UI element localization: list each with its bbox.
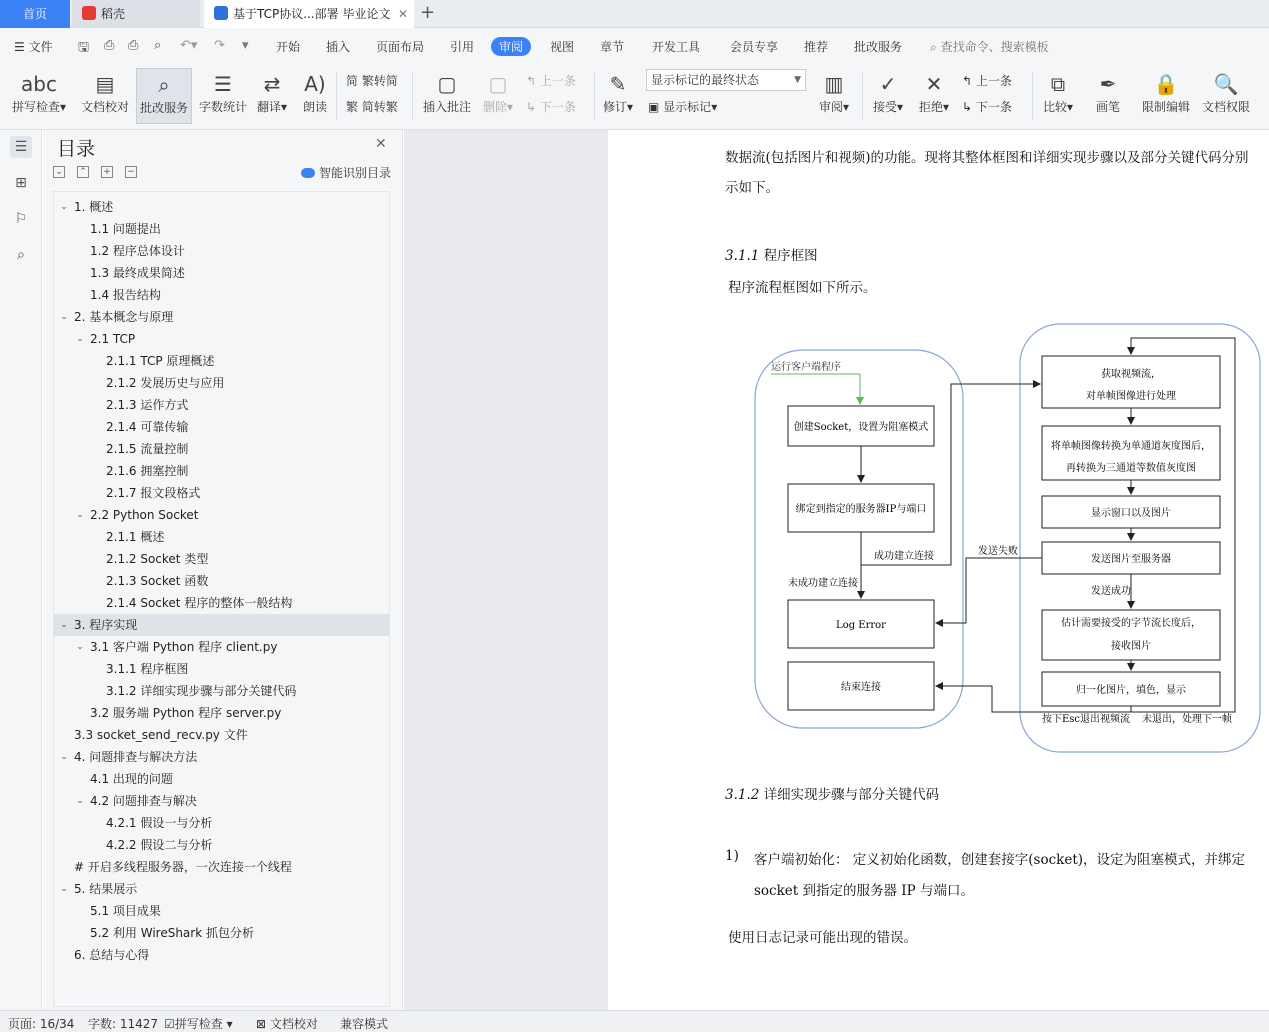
next-comment-icon: ↳ <box>526 100 537 114</box>
word-count-label: 字数统计 <box>198 100 247 114</box>
menu-bar <box>0 28 1269 64</box>
status-spell-check[interactable]: ☑拼写检查 ▾ <box>164 1017 233 1031</box>
heading-number: 3.1.2 <box>725 787 760 803</box>
fc-next-frame-label: 未退出，处理下一帧 <box>1142 714 1232 725</box>
toc-item-label: 2.1.1 TCP 原理概述 <box>106 354 215 368</box>
toc-item[interactable] <box>54 636 389 658</box>
fc-gray-label1: 将单帧图像转换为单通道灰度图后， <box>1051 441 1211 452</box>
toc-item-label: 1.3 最终成果简述 <box>90 266 185 280</box>
proofread-button[interactable] <box>78 68 132 124</box>
fc-success-label: 成功建立连接 <box>874 551 934 562</box>
toc-item[interactable] <box>54 372 389 394</box>
document-canvas <box>404 130 608 1010</box>
chevron-down-icon[interactable]: ⌄ <box>60 884 68 894</box>
list-item-number: 1) <box>725 848 739 864</box>
toc-item-label: 4.2.2 假设二与分析 <box>106 838 213 852</box>
prev-comment-button[interactable] <box>526 72 576 89</box>
toc-item-label: 1.1 问题提出 <box>90 222 161 236</box>
chevron-down-icon[interactable]: ⌄ <box>76 642 84 652</box>
document-permission-label: 文档权限 <box>1201 100 1250 114</box>
toc-item[interactable] <box>54 394 389 416</box>
expand-all-icon[interactable]: ⌄ <box>53 166 65 178</box>
chevron-down-icon[interactable]: ⌄ <box>60 620 68 630</box>
toc-item-label: 5.2 利用 WireShark 抓包分析 <box>90 926 254 940</box>
toc-item[interactable] <box>54 328 389 350</box>
redo-icon[interactable]: ↷ <box>214 38 225 53</box>
trad-to-simp-button[interactable] <box>346 72 398 89</box>
chevron-down-icon: ▼ <box>794 75 801 85</box>
toc-item[interactable] <box>54 504 389 526</box>
toc-item-label: 3.1.1 程序框图 <box>106 662 189 676</box>
toc-item-label: 4. 问题排查与解决方法 <box>74 750 198 764</box>
translate-button[interactable]: ⇄ 翻译▾ <box>254 68 290 124</box>
spell-check-label: 拼写检查 <box>11 100 60 114</box>
fc-get-stream-label2: 对单帧图像进行处理 <box>1086 391 1176 402</box>
save-icon[interactable]: 🖫 <box>78 40 90 55</box>
toc-item[interactable] <box>54 790 389 812</box>
remove-heading-icon[interactable]: − <box>125 166 137 178</box>
spell-check-icon: abc <box>21 72 57 96</box>
proofread-icon: ▤ <box>95 72 115 96</box>
toc-item[interactable] <box>54 834 389 856</box>
toc-item[interactable] <box>54 680 389 702</box>
heading-text: 程序框图 <box>763 248 818 264</box>
read-aloud-label: 朗读 <box>302 100 327 114</box>
toc-item[interactable] <box>54 526 389 548</box>
spell-check-button[interactable]: abc 拼写检查▾ <box>8 68 70 124</box>
compare-button[interactable]: ⧉ 比较▾ <box>1038 68 1078 124</box>
lock-icon: 🔒 <box>1153 72 1179 96</box>
toc-item[interactable] <box>54 812 389 834</box>
next-comment-button[interactable] <box>526 98 576 115</box>
reject-label: 拒绝 <box>918 100 943 114</box>
menu-correction[interactable]: 批改服务 <box>854 40 903 54</box>
toc-panel-icon[interactable]: ☰ <box>10 136 32 158</box>
heading-number: 3.1.1 <box>725 248 760 264</box>
permission-icon: 🔍 <box>1213 72 1239 96</box>
review-pane-icon: ▥ <box>824 72 844 96</box>
menu-start[interactable]: 开始 <box>276 40 301 54</box>
show-markup-button[interactable]: ▣ 显示标记▾ <box>648 100 718 114</box>
trad-to-simp-label: 繁转简 <box>361 74 398 88</box>
toc-item-label: 2.1.5 流量控制 <box>106 442 189 456</box>
toc-item-label: 1. 概述 <box>74 200 114 214</box>
file-menu-label: 文件 <box>28 40 53 54</box>
flowchart-intro: 程序流程框图如下所示。 <box>728 280 877 296</box>
menu-member[interactable]: 会员专享 <box>730 40 779 54</box>
paragraph-line: 数据流(包括图片和视频)的功能。现将其整体框图和详细实现步骤以及部分关键代码分别 <box>725 150 1249 166</box>
prev-change-label: 上一条 <box>975 74 1012 88</box>
next-change-label: 下一条 <box>975 100 1012 114</box>
toc-item[interactable] <box>54 240 389 262</box>
list-item-line: socket 到指定的服务器 IP 与端口。 <box>754 883 975 899</box>
toc-item-label: 3. 程序实现 <box>74 618 138 632</box>
close-icon[interactable]: ✕ <box>375 136 387 152</box>
heading-3-1-1 <box>725 244 818 264</box>
menu-view[interactable]: 视图 <box>550 40 575 54</box>
menu-dev-tools[interactable]: 开发工具 <box>652 40 701 54</box>
toc-item-label: 4.1 出现的问题 <box>90 772 173 786</box>
word-count-icon: ☰ <box>214 72 232 96</box>
fc-estimate-label1: 估计需要接受的字节流长度后， <box>1061 618 1201 629</box>
correction-service-icon: ⌕ <box>158 73 170 97</box>
status-proofread[interactable] <box>256 1015 318 1032</box>
toc-item[interactable] <box>54 856 389 878</box>
prev-comment-icon: ↰ <box>526 74 537 88</box>
tab-home[interactable] <box>0 0 70 28</box>
fc-show-label: 显示窗口以及图片 <box>1091 508 1171 519</box>
review-pane-button[interactable]: ▥ 审阅▾ <box>814 68 854 124</box>
menu-chapter[interactable]: 章节 <box>600 40 625 54</box>
toc-item[interactable] <box>54 878 389 900</box>
fc-fail-label: 未成功建立连接 <box>788 578 858 589</box>
reject-icon: ✕ <box>925 72 943 96</box>
chevron-down-icon[interactable]: ⌄ <box>76 334 84 344</box>
undo-icon[interactable]: ↶▾ <box>180 38 198 53</box>
toc-item-label: 3.3 socket_send_recv.py 文件 <box>74 728 248 742</box>
toc-item[interactable] <box>54 548 389 570</box>
toc-item-label: 1.4 报告结构 <box>90 288 161 302</box>
toc-item[interactable] <box>54 262 389 284</box>
navigation-strip <box>0 130 42 1010</box>
toc-item-label: 2.1.1 概述 <box>106 530 165 544</box>
word-count-button[interactable] <box>196 68 250 124</box>
writer-icon <box>214 6 228 20</box>
simp-to-trad-button[interactable] <box>346 98 398 115</box>
prev-comment-label: 上一条 <box>539 74 576 88</box>
toc-item[interactable] <box>54 350 389 372</box>
export-icon[interactable]: ⎙ <box>104 38 115 53</box>
insert-comment-button[interactable] <box>420 68 474 124</box>
toc-item[interactable] <box>54 284 389 306</box>
compare-icon: ⧉ <box>1050 72 1066 96</box>
toc-item-label: 3.1 客户端 Python 程序 client.py <box>90 640 278 654</box>
close-tab-icon[interactable]: ✕ <box>397 7 408 21</box>
toc-item[interactable] <box>54 944 389 966</box>
toc-item-label: 5. 结果展示 <box>74 882 138 896</box>
proofread-small-icon: ⊠ <box>256 1017 267 1031</box>
trad-simp-icon: 简 <box>346 74 359 88</box>
toc-item[interactable] <box>54 658 389 680</box>
toc-item-label: 2.1.7 报文段格式 <box>106 486 201 500</box>
tab-daoke[interactable] <box>72 0 200 28</box>
fc-estimate-label2: 接收图片 <box>1111 641 1151 652</box>
find-icon[interactable]: ⌕ <box>17 247 25 263</box>
tab-document[interactable] <box>204 0 414 28</box>
next-change-icon: ↳ <box>962 100 973 114</box>
toc-item[interactable] <box>54 614 389 636</box>
ribbon-divider <box>862 72 863 120</box>
fc-esc-label: 按下Esc退出视频流 <box>1042 714 1131 725</box>
menu-review[interactable]: 审阅 <box>491 37 531 56</box>
smart-toc-label: 智能识别目录 <box>319 166 392 180</box>
fc-bind-label: 绑定到指定的服务器IP与端口 <box>795 504 927 515</box>
toc-item[interactable] <box>54 746 389 768</box>
toc-item-label: 3.2 服务端 Python 程序 server.py <box>90 706 282 720</box>
correction-service-label: 批改服务 <box>139 101 188 115</box>
chevron-down-icon[interactable]: ⌄ <box>76 796 84 806</box>
fc-get-stream-label1: 获取视频流， <box>1101 369 1161 380</box>
accept-label: 接受 <box>872 100 897 114</box>
menu-insert[interactable]: 插入 <box>326 40 351 54</box>
simp-trad-icon: 繁 <box>346 100 359 114</box>
paragraph-line: 使用日志记录可能出现的错误。 <box>728 930 917 946</box>
track-changes-label: 修订 <box>602 100 627 114</box>
toc-item-label: 2.1.3 Socket 函数 <box>106 574 209 588</box>
new-tab-icon[interactable]: + <box>420 2 436 23</box>
page-indicator[interactable]: 页面: 16/34 <box>8 1017 75 1031</box>
toc-item[interactable] <box>54 482 389 504</box>
file-menu[interactable]: ☰ 文件 <box>14 40 53 54</box>
next-comment-label: 下一条 <box>539 100 576 114</box>
toc-item[interactable] <box>54 922 389 944</box>
read-aloud-button[interactable] <box>298 68 332 124</box>
toc-item[interactable] <box>54 460 389 482</box>
toc-item-label: 2.1 TCP <box>90 332 136 346</box>
track-changes-icon: ✎ <box>609 72 627 96</box>
tab-document-label: 基于TCP协议...部署 毕业论文 <box>233 7 391 21</box>
compat-mode-indicator: 兼容模式 <box>340 1017 389 1031</box>
show-markup-icon: ▣ <box>648 100 660 114</box>
compare-label: 比较 <box>1042 100 1067 114</box>
program-flowchart <box>748 320 1268 756</box>
toc-item-label: 5.1 项目成果 <box>90 904 161 918</box>
toc-item[interactable] <box>54 900 389 922</box>
translate-label: 翻译 <box>256 100 281 114</box>
toc-item[interactable] <box>54 702 389 724</box>
proofread-label: 文档校对 <box>80 100 129 114</box>
toc-item[interactable] <box>54 592 389 614</box>
status-proofread-label: 文档校对 <box>269 1017 318 1031</box>
toc-item[interactable] <box>54 218 389 240</box>
toc-item-label: 4.2 问题排查与解决 <box>90 794 197 808</box>
toc-item-label: 2.1.3 运作方式 <box>106 398 189 412</box>
read-aloud-icon: A) <box>304 72 326 96</box>
document-page <box>608 130 1269 1010</box>
reject-button[interactable]: ✕ 拒绝▾ <box>914 68 954 124</box>
restrict-editing-label: 限制编辑 <box>1141 100 1190 114</box>
list-item-line: 客户端初始化： 定义初始化函数，创建套接字(socket)，设定为阻塞模式，并绑定 <box>754 852 1246 868</box>
print-icon[interactable]: ⎙ <box>128 38 139 53</box>
menu-recommend[interactable]: 推荐 <box>804 40 829 54</box>
delete-comment-button[interactable]: ▢ 删除▾ <box>480 68 516 124</box>
ribbon-divider <box>412 72 413 120</box>
fc-send-fail-label: 发送失败 <box>978 546 1018 557</box>
accept-icon: ✓ <box>879 72 897 96</box>
fc-send-ok-label: 发送成功 <box>1091 586 1131 597</box>
smart-toc-icon <box>301 168 315 178</box>
word-count-indicator[interactable]: 字数: 11427 <box>88 1017 159 1031</box>
ink-button[interactable] <box>1090 68 1126 124</box>
fc-create-socket-label: 创建Socket，设置为阻塞模式 <box>793 422 929 433</box>
fc-end-label: 结束连接 <box>841 682 881 693</box>
add-heading-icon[interactable]: + <box>101 166 113 178</box>
ink-label: 画笔 <box>1095 100 1120 114</box>
tab-home-label: 首页 <box>22 7 47 21</box>
paragraph-line: 示如下。 <box>725 180 779 196</box>
pen-icon: ✒ <box>1099 72 1117 96</box>
tab-daoke-label: 稻壳 <box>101 7 126 21</box>
document-permission-button[interactable] <box>1198 68 1254 124</box>
toc-item[interactable] <box>54 438 389 460</box>
toc-item-label: 4.2.1 假设一与分析 <box>106 816 213 830</box>
toc-item-label: 2.1.2 Socket 类型 <box>106 552 209 566</box>
command-search[interactable] <box>930 38 1049 55</box>
markup-state-select[interactable] <box>646 69 806 91</box>
delete-comment-label: 删除 <box>482 100 507 114</box>
toc-item[interactable] <box>54 306 389 328</box>
toc-item-label: 3.1.2 详细实现步骤与部分关键代码 <box>106 684 297 698</box>
fc-start-label: 运行客户端程序 <box>771 362 841 373</box>
toc-item-label: 1.2 程序总体设计 <box>90 244 185 258</box>
collapse-all-icon[interactable]: ⌃ <box>77 166 89 178</box>
simp-to-trad-label: 简转繁 <box>361 100 398 114</box>
fc-gray-label2: 再转换为三通道等数值灰度图 <box>1066 463 1196 474</box>
toc-item-label: 2.1.6 拥塞控制 <box>106 464 189 478</box>
fc-send-label: 发送图片至服务器 <box>1091 554 1171 565</box>
chapter-panel-icon[interactable]: ⊞ <box>15 175 27 191</box>
toc-item-label: 2.1.4 Socket 程序的整体一般结构 <box>106 596 293 610</box>
toc-title: 目录 <box>57 138 96 160</box>
comment-icon: ▢ <box>437 72 457 96</box>
more-icon[interactable]: ▾ <box>242 38 249 53</box>
chevron-down-icon[interactable]: ⌄ <box>76 510 84 520</box>
bookmark-icon[interactable]: ⚐ <box>14 211 28 227</box>
show-markup-label: 显示标记 <box>663 100 712 114</box>
delete-comment-icon: ▢ <box>488 72 508 96</box>
toc-item[interactable] <box>54 570 389 592</box>
review-ribbon <box>0 64 1269 130</box>
markup-state-value: 显示标记的最终状态 <box>651 73 760 87</box>
insert-comment-label: 插入批注 <box>422 100 471 114</box>
accept-button[interactable]: ✓ 接受▾ <box>868 68 908 124</box>
chevron-down-icon[interactable]: ⌄ <box>60 752 68 762</box>
command-search-label: 查找命令、搜索模板 <box>940 40 1049 54</box>
tab-bar <box>0 0 1269 28</box>
correction-service-button[interactable] <box>136 68 192 124</box>
smart-toc-button[interactable] <box>301 164 391 181</box>
menu-layout[interactable]: 页面布局 <box>376 40 425 54</box>
preview-icon[interactable]: ⌕ <box>154 38 162 53</box>
status-spell-label: 拼写检查 <box>174 1017 223 1031</box>
heading-3-1-2 <box>725 783 939 803</box>
fc-normalize-label: 归一化图片，填色，显示 <box>1076 685 1186 696</box>
toc-item[interactable] <box>54 768 389 790</box>
status-bar <box>0 1010 1269 1032</box>
toc-item[interactable] <box>54 416 389 438</box>
toc-item-label: 6. 总结与心得 <box>74 948 150 962</box>
toc-item-label: 2.2 Python Socket <box>90 508 199 522</box>
ribbon-divider <box>336 72 337 120</box>
ribbon-divider <box>1032 72 1033 120</box>
toc-item-label: # 开启多线程服务器，一次连接一个线程 <box>74 860 292 874</box>
ribbon-divider <box>594 72 595 120</box>
fc-log-error-label: Log Error <box>836 620 886 631</box>
menu-references[interactable]: 引用 <box>450 40 475 54</box>
toc-item-label: 2.1.2 发展历史与应用 <box>106 376 225 390</box>
prev-change-button[interactable] <box>962 72 1012 89</box>
toc-item[interactable] <box>54 724 389 746</box>
next-change-button[interactable] <box>962 98 1012 115</box>
toc-item-label: 2.1.4 可靠传输 <box>106 420 189 434</box>
restrict-editing-button[interactable] <box>1138 68 1194 124</box>
heading-text: 详细实现步骤与部分关键代码 <box>763 787 940 803</box>
chevron-down-icon[interactable]: ⌄ <box>60 312 68 322</box>
prev-change-icon: ↰ <box>962 74 973 88</box>
toc-list <box>53 191 390 1007</box>
translate-icon: ⇄ <box>263 72 281 96</box>
chevron-down-icon[interactable]: ⌄ <box>60 202 68 212</box>
daoke-icon <box>82 6 96 20</box>
checkbox-icon: ☑ <box>164 1017 175 1031</box>
toc-panel <box>43 130 403 1010</box>
toc-item[interactable] <box>54 196 389 218</box>
toc-item-label: 2. 基本概念与原理 <box>74 310 174 324</box>
search-icon: ⌕ <box>930 40 937 54</box>
review-pane-label: 审阅 <box>818 100 843 114</box>
track-changes-button[interactable]: ✎ 修订▾ <box>600 68 636 124</box>
